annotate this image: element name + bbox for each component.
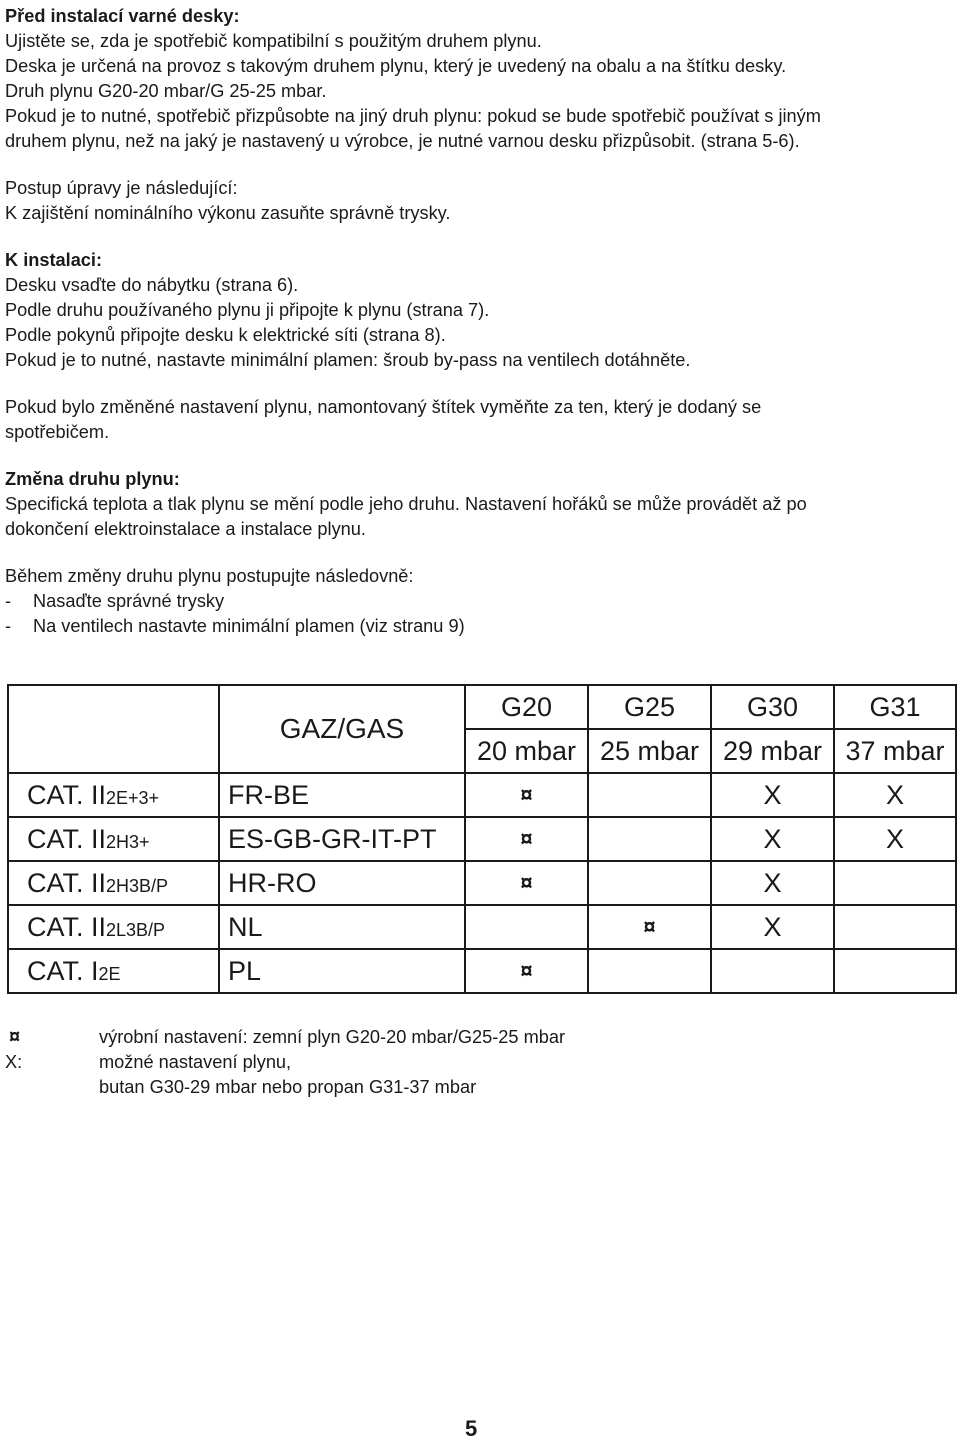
installation-line: Desku vsaďte do nábytku (strana 6).	[5, 275, 299, 295]
table-cell-g30	[711, 949, 834, 993]
table-corner-cell	[8, 685, 219, 773]
category-sub: 2L3B/P	[106, 919, 166, 940]
countries-cell: PL	[219, 949, 465, 993]
possible-setting-text: butan G30-29 mbar nebo propan G31-37 mbar	[99, 1077, 477, 1097]
category-cell	[8, 817, 219, 861]
table-cell-g20: ¤	[465, 861, 588, 905]
table-cell-g20: ¤	[465, 773, 588, 817]
table-cell-g20: ¤	[465, 949, 588, 993]
gas-name-g31: G31	[834, 685, 956, 729]
table-cell-g25	[588, 817, 711, 861]
table-header-row	[8, 685, 956, 729]
gas-category-table	[7, 684, 957, 994]
table-cell-g25	[588, 861, 711, 905]
category-main: CAT. I	[27, 955, 99, 986]
table-cell-g30: X	[711, 905, 834, 949]
category-sub: 2E+3+	[106, 787, 160, 808]
category-cell	[8, 861, 219, 905]
intro-line: Druh plynu G20-20 mbar/G 25-25 mbar.	[5, 81, 327, 101]
countries-cell: HR-RO	[219, 861, 465, 905]
installation-heading: K instalaci:	[5, 250, 103, 270]
table-row	[8, 817, 956, 861]
dash-bullet: -	[5, 616, 12, 636]
category-main: CAT. II	[27, 779, 107, 810]
dash-bullet: -	[5, 591, 12, 611]
intro-line: druhem plynu, než na jaký je nastavený u výrobce, je nutné varnou desku přizpůsobit. (strana 5-6).	[5, 131, 800, 151]
procedure-line: Postup úpravy je následující:	[5, 178, 238, 198]
table-row	[8, 861, 956, 905]
category-cell	[8, 773, 219, 817]
table-cell-g31	[834, 905, 956, 949]
installation-line: Pokud je to nutné, nastavte minimální plamen: šroub by-pass na ventilech dotáhněte.	[5, 350, 691, 370]
countries-cell: ES-GB-GR-IT-PT	[219, 817, 465, 861]
category-main: CAT. II	[27, 823, 107, 854]
table-row	[8, 949, 956, 993]
intro-line: Ujistěte se, zda je spotřebič kompatibilní s použitým druhem plynu.	[5, 31, 542, 51]
table-cell-g31	[834, 861, 956, 905]
gas-change-line: dokončení elektroinstalace a instalace plynu.	[5, 519, 366, 539]
label-note-line: spotřebičem.	[5, 422, 110, 442]
category-main: CAT. II	[27, 867, 107, 898]
installation-line: Podle pokynů připojte desku k elektrické síti (strana 8).	[5, 325, 446, 345]
steps-intro: Během změny druhu plynu postupujte následovně:	[5, 566, 414, 586]
instructions-text	[5, 4, 945, 639]
gas-pressure-g30: 29 mbar	[711, 729, 834, 773]
table-cell-g20: ¤	[465, 817, 588, 861]
step-item	[5, 614, 945, 639]
table-cell-g31: X	[834, 773, 956, 817]
label-note-line: Pokud bylo změněné nastavení plynu, namontovaný štítek vyměňte za ten, který je dodaný se	[5, 397, 762, 417]
intro-line: Pokud je to nutné, spotřebič přizpůsobte na jiný druh plynu: pokud se bude spotřebič používat s jiným	[5, 106, 821, 126]
possible-setting-symbol: X:	[5, 1052, 23, 1072]
category-main: CAT. II	[27, 911, 107, 942]
legend-row-possible	[5, 1050, 565, 1075]
table-row	[8, 773, 956, 817]
gas-pressure-g25: 25 mbar	[588, 729, 711, 773]
category-sub: 2E	[98, 963, 121, 984]
gas-name-g30: G30	[711, 685, 834, 729]
legend-row-possible-cont	[5, 1075, 565, 1100]
gas-change-line: Specifická teplota a tlak plynu se mění podle jeho druhu. Nastavení hořáků se může provádět až po	[5, 494, 807, 514]
table-row	[8, 905, 956, 949]
factory-setting-text: výrobní nastavení: zemní plyn G20-20 mbar/G25-25 mbar	[99, 1027, 566, 1047]
table-cell-g31	[834, 949, 956, 993]
step-item	[5, 589, 945, 614]
table-cell-g20	[465, 905, 588, 949]
factory-setting-symbol: ¤	[9, 1026, 21, 1048]
gas-change-heading: Změna druhu plynu:	[5, 469, 180, 489]
gas-pressure-g31: 37 mbar	[834, 729, 956, 773]
table-cell-g30: X	[711, 817, 834, 861]
page-number: 5	[465, 1416, 478, 1441]
table-cell-g30: X	[711, 861, 834, 905]
table-cell-g31: X	[834, 817, 956, 861]
legend-row-factory	[5, 1025, 565, 1050]
step-text: Na ventilech nastavte minimální plamen (viz stranu 9)	[33, 616, 465, 636]
installation-line: Podle druhu používaného plynu ji připojte k plynu (strana 7).	[5, 300, 490, 320]
gas-name-g20: G20	[465, 685, 588, 729]
table-cell-g25: ¤	[588, 905, 711, 949]
category-cell	[8, 905, 219, 949]
gas-name-g25: G25	[588, 685, 711, 729]
table-cell-g25	[588, 949, 711, 993]
table-cell-g25	[588, 773, 711, 817]
category-sub: 2H3+	[106, 831, 150, 852]
gas-pressure-g20: 20 mbar	[465, 729, 588, 773]
gas-header-label: GAZ/GAS	[219, 685, 465, 773]
countries-cell: NL	[219, 905, 465, 949]
category-cell	[8, 949, 219, 993]
possible-setting-text: možné nastavení plynu,	[99, 1052, 292, 1072]
intro-line: Deska je určená na provoz s takovým druhem plynu, který je uvedený na obalu a na štítku desky.	[5, 56, 787, 76]
procedure-line: K zajištění nominálního výkonu zasuňte správně trysky.	[5, 203, 451, 223]
step-text: Nasaďte správné trysky	[33, 591, 225, 611]
table-cell-g30: X	[711, 773, 834, 817]
countries-cell: FR-BE	[219, 773, 465, 817]
category-sub: 2H3B/P	[106, 875, 169, 896]
table-legend	[5, 1025, 565, 1100]
intro-heading: Před instalací varné desky:	[5, 6, 240, 26]
